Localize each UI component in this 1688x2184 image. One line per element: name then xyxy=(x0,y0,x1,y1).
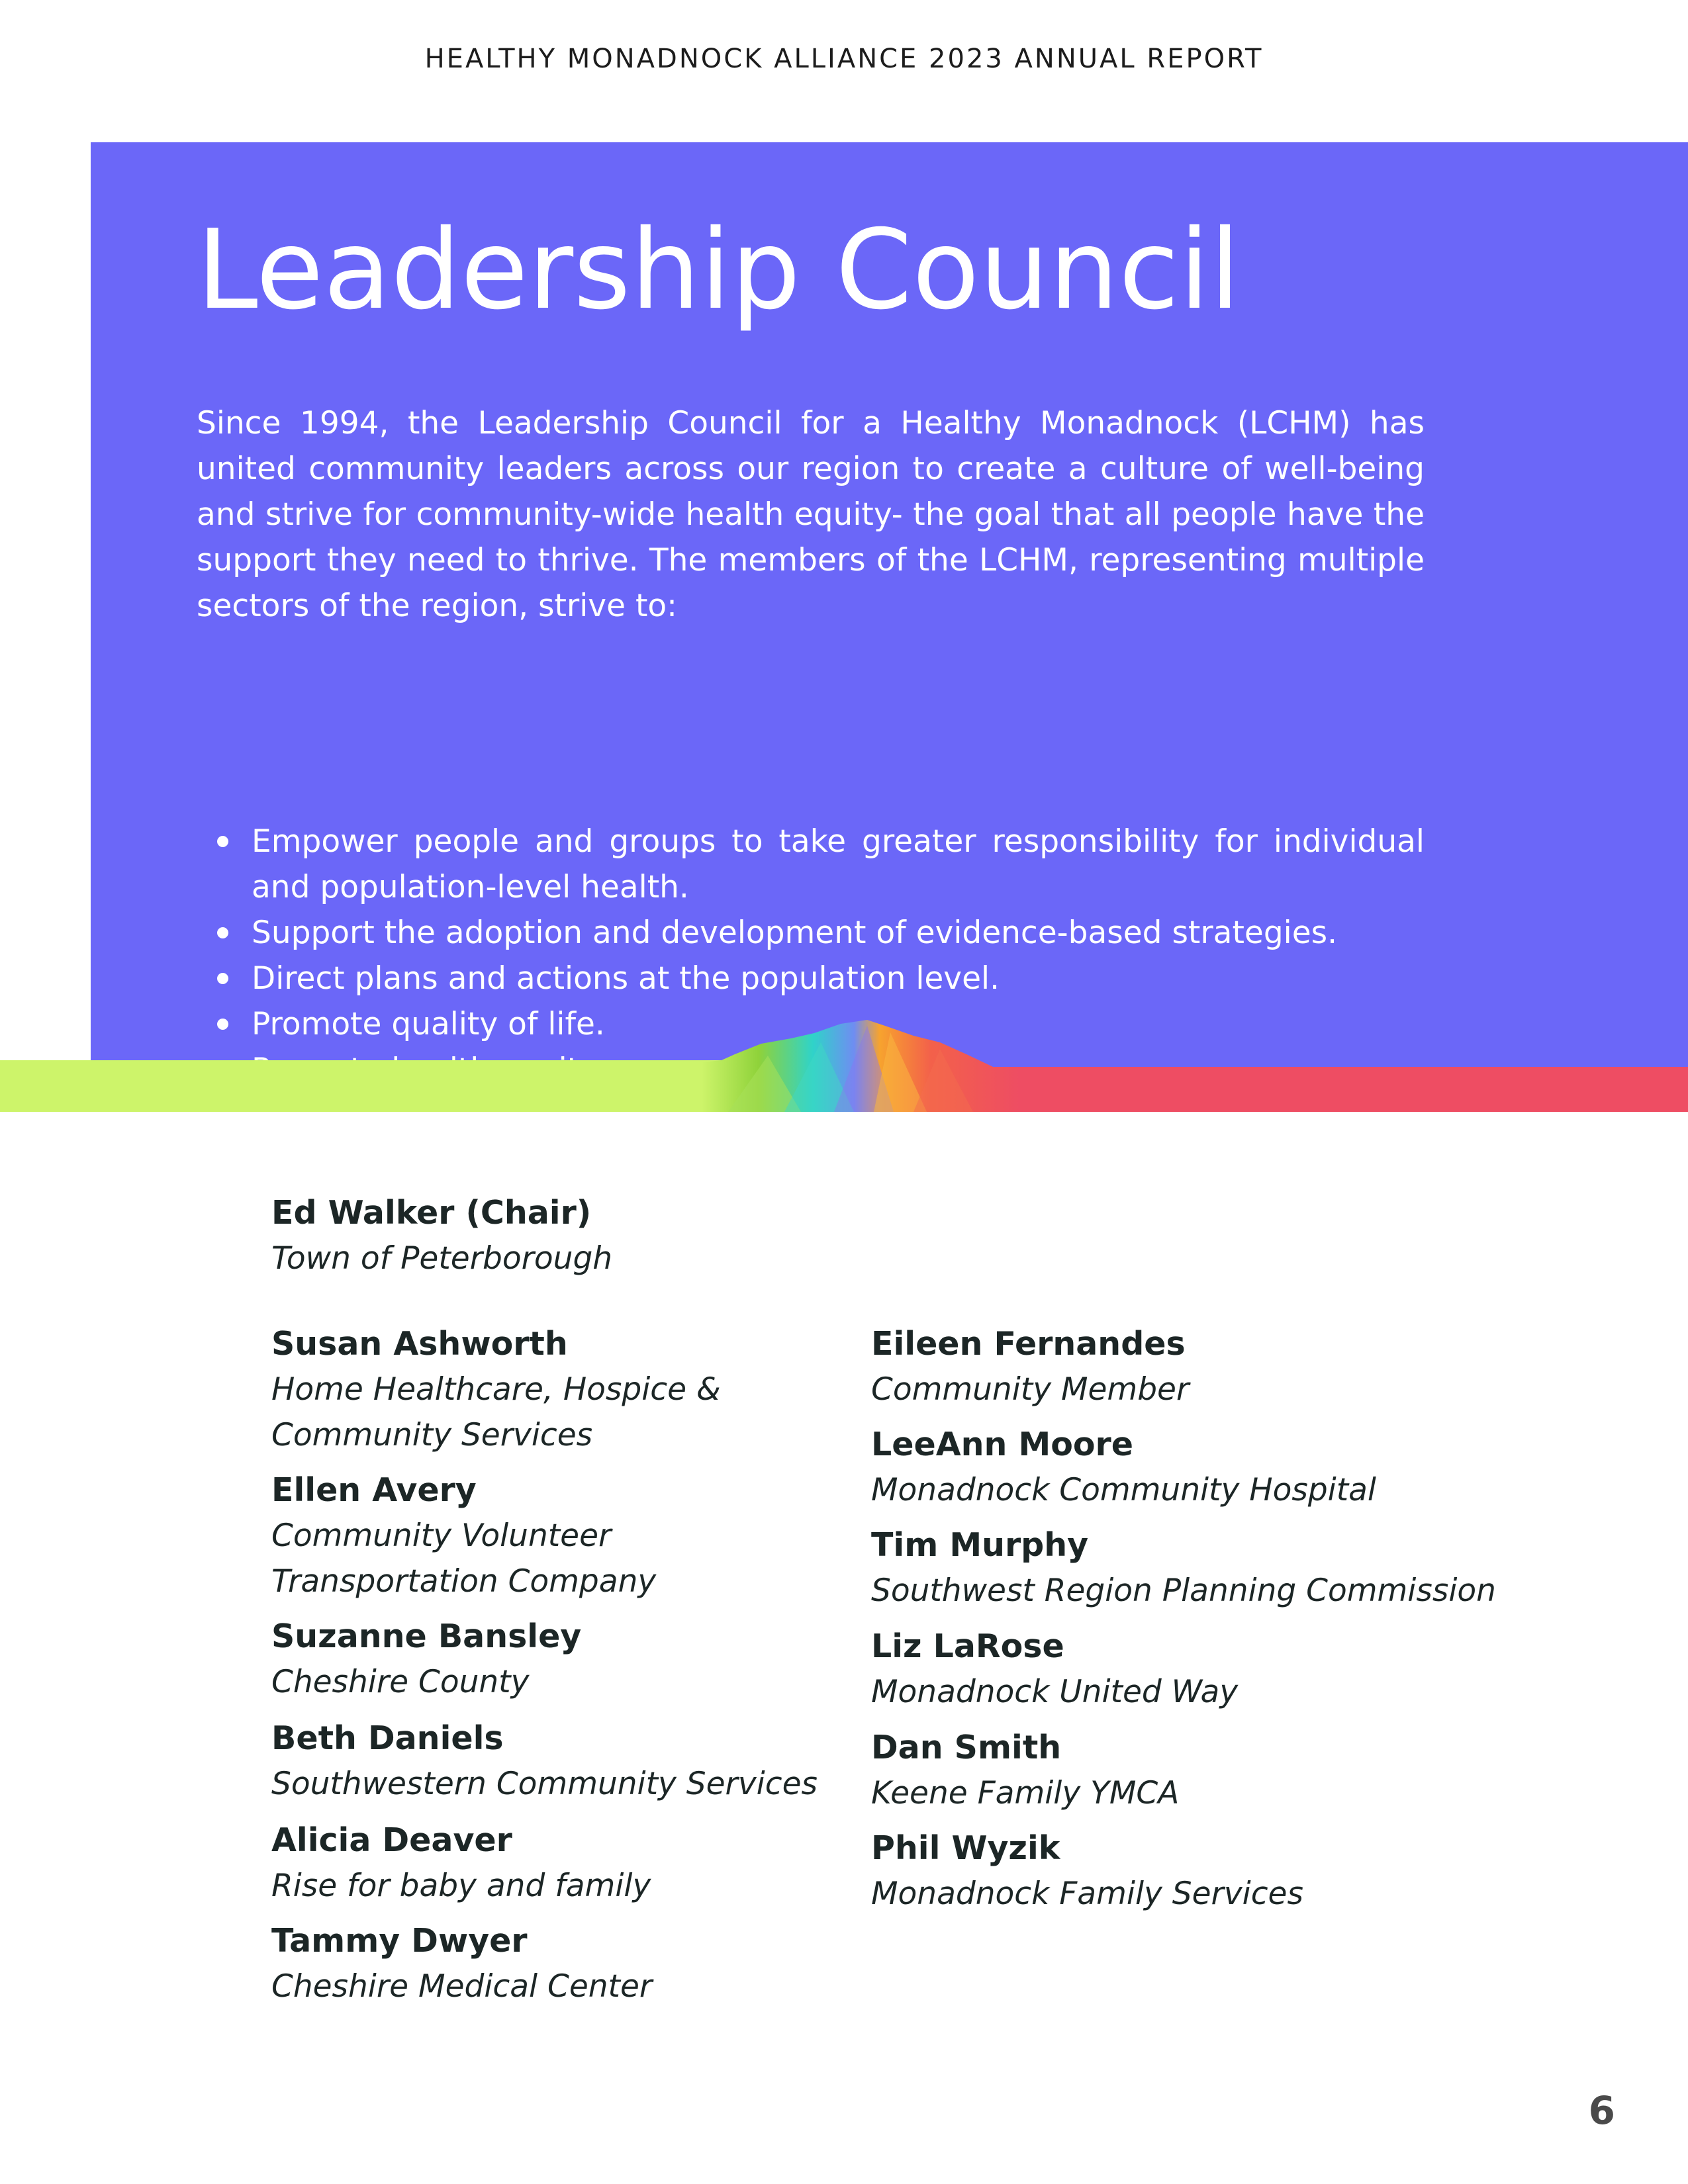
member-name: Susan Ashworth xyxy=(271,1325,568,1363)
member-chair xyxy=(271,1190,612,1281)
member-name: Ellen Avery xyxy=(271,1471,477,1509)
goal-item xyxy=(252,819,1425,910)
member-org: Monadnock United Way xyxy=(871,1674,1239,1710)
member-entry xyxy=(871,1725,1179,1816)
leadership-council-panel xyxy=(91,142,1688,1069)
bullet-icon xyxy=(217,836,228,847)
member-org: Home Healthcare, Hospice & xyxy=(271,1371,721,1408)
member-org: Community Member xyxy=(871,1371,1190,1408)
bullet-icon xyxy=(217,973,228,984)
member-org: Monadnock Community Hospital xyxy=(871,1472,1376,1508)
member-name: LeeAnn Moore xyxy=(871,1426,1133,1463)
page-number: 6 xyxy=(1588,2088,1615,2133)
member-entry xyxy=(271,1817,651,1909)
goal-text: Support the adoption and development of evidence-based strategies. xyxy=(252,915,1338,951)
member-org: Cheshire Medical Center xyxy=(271,1968,653,2005)
goal-item xyxy=(252,910,1425,956)
mountain-rainbow-graphic xyxy=(0,996,1688,1115)
member-entry xyxy=(271,1918,652,2009)
running-header: HEALTHY MONADNOCK ALLIANCE 2023 ANNUAL REPORT xyxy=(424,44,1264,74)
member-name: Liz LaRose xyxy=(871,1627,1064,1665)
member-name: Beth Daniels xyxy=(271,1719,504,1757)
member-entry xyxy=(871,1623,1238,1715)
member-name: Tammy Dwyer xyxy=(271,1922,528,1960)
member-entry xyxy=(271,1614,581,1705)
goal-text: Empower people and groups to take greater responsibility for individual and population-level health. xyxy=(252,823,1425,905)
member-name: Alicia Deaver xyxy=(271,1821,512,1859)
member-entry xyxy=(871,1522,1496,1614)
member-org: Community Services xyxy=(271,1417,593,1453)
member-entry xyxy=(271,1715,818,1807)
member-name: Ed Walker (Chair) xyxy=(271,1194,592,1232)
member-entry xyxy=(271,1321,721,1458)
member-org: Community Volunteer xyxy=(271,1518,612,1554)
member-name: Suzanne Bansley xyxy=(271,1617,582,1655)
member-entry xyxy=(871,1321,1189,1412)
goal-text: Promote quality of life. xyxy=(252,1006,605,1042)
member-entry xyxy=(271,1467,656,1604)
goal-text: Direct plans and actions at the population level. xyxy=(252,960,1000,997)
goal-item xyxy=(252,956,1425,1001)
bullet-icon xyxy=(217,927,228,938)
member-org: Monadnock Family Services xyxy=(871,1876,1303,1912)
member-org: Town of Peterborough xyxy=(271,1240,613,1277)
member-org: Southwestern Community Services xyxy=(271,1766,818,1802)
member-name: Phil Wyzik xyxy=(871,1829,1060,1867)
member-org: Transportation Company xyxy=(271,1563,657,1600)
member-name: Eileen Fernandes xyxy=(871,1325,1186,1363)
member-entry xyxy=(871,1825,1303,1917)
member-org: Cheshire County xyxy=(271,1664,530,1700)
member-org: Keene Family YMCA xyxy=(871,1775,1180,1811)
intro-paragraph: Since 1994, the Leadership Council for a Healthy Monadnock (LCHM) has united community leaders across our region to create a culture of well-being and strive for community-wide health equity- the goal that all people have the support they need to thrive. The members of the LCHM, representing multiple sectors of the region, strive to: xyxy=(197,405,1425,624)
page-title: Leadership Council xyxy=(197,206,1241,334)
mountain-divider-band xyxy=(0,996,1688,1115)
member-name: Dan Smith xyxy=(871,1729,1062,1766)
member-org: Southwest Region Planning Commission xyxy=(871,1572,1496,1609)
member-org: Rise for baby and family xyxy=(271,1868,651,1904)
member-entry xyxy=(871,1422,1376,1513)
member-name: Tim Murphy xyxy=(871,1526,1089,1564)
